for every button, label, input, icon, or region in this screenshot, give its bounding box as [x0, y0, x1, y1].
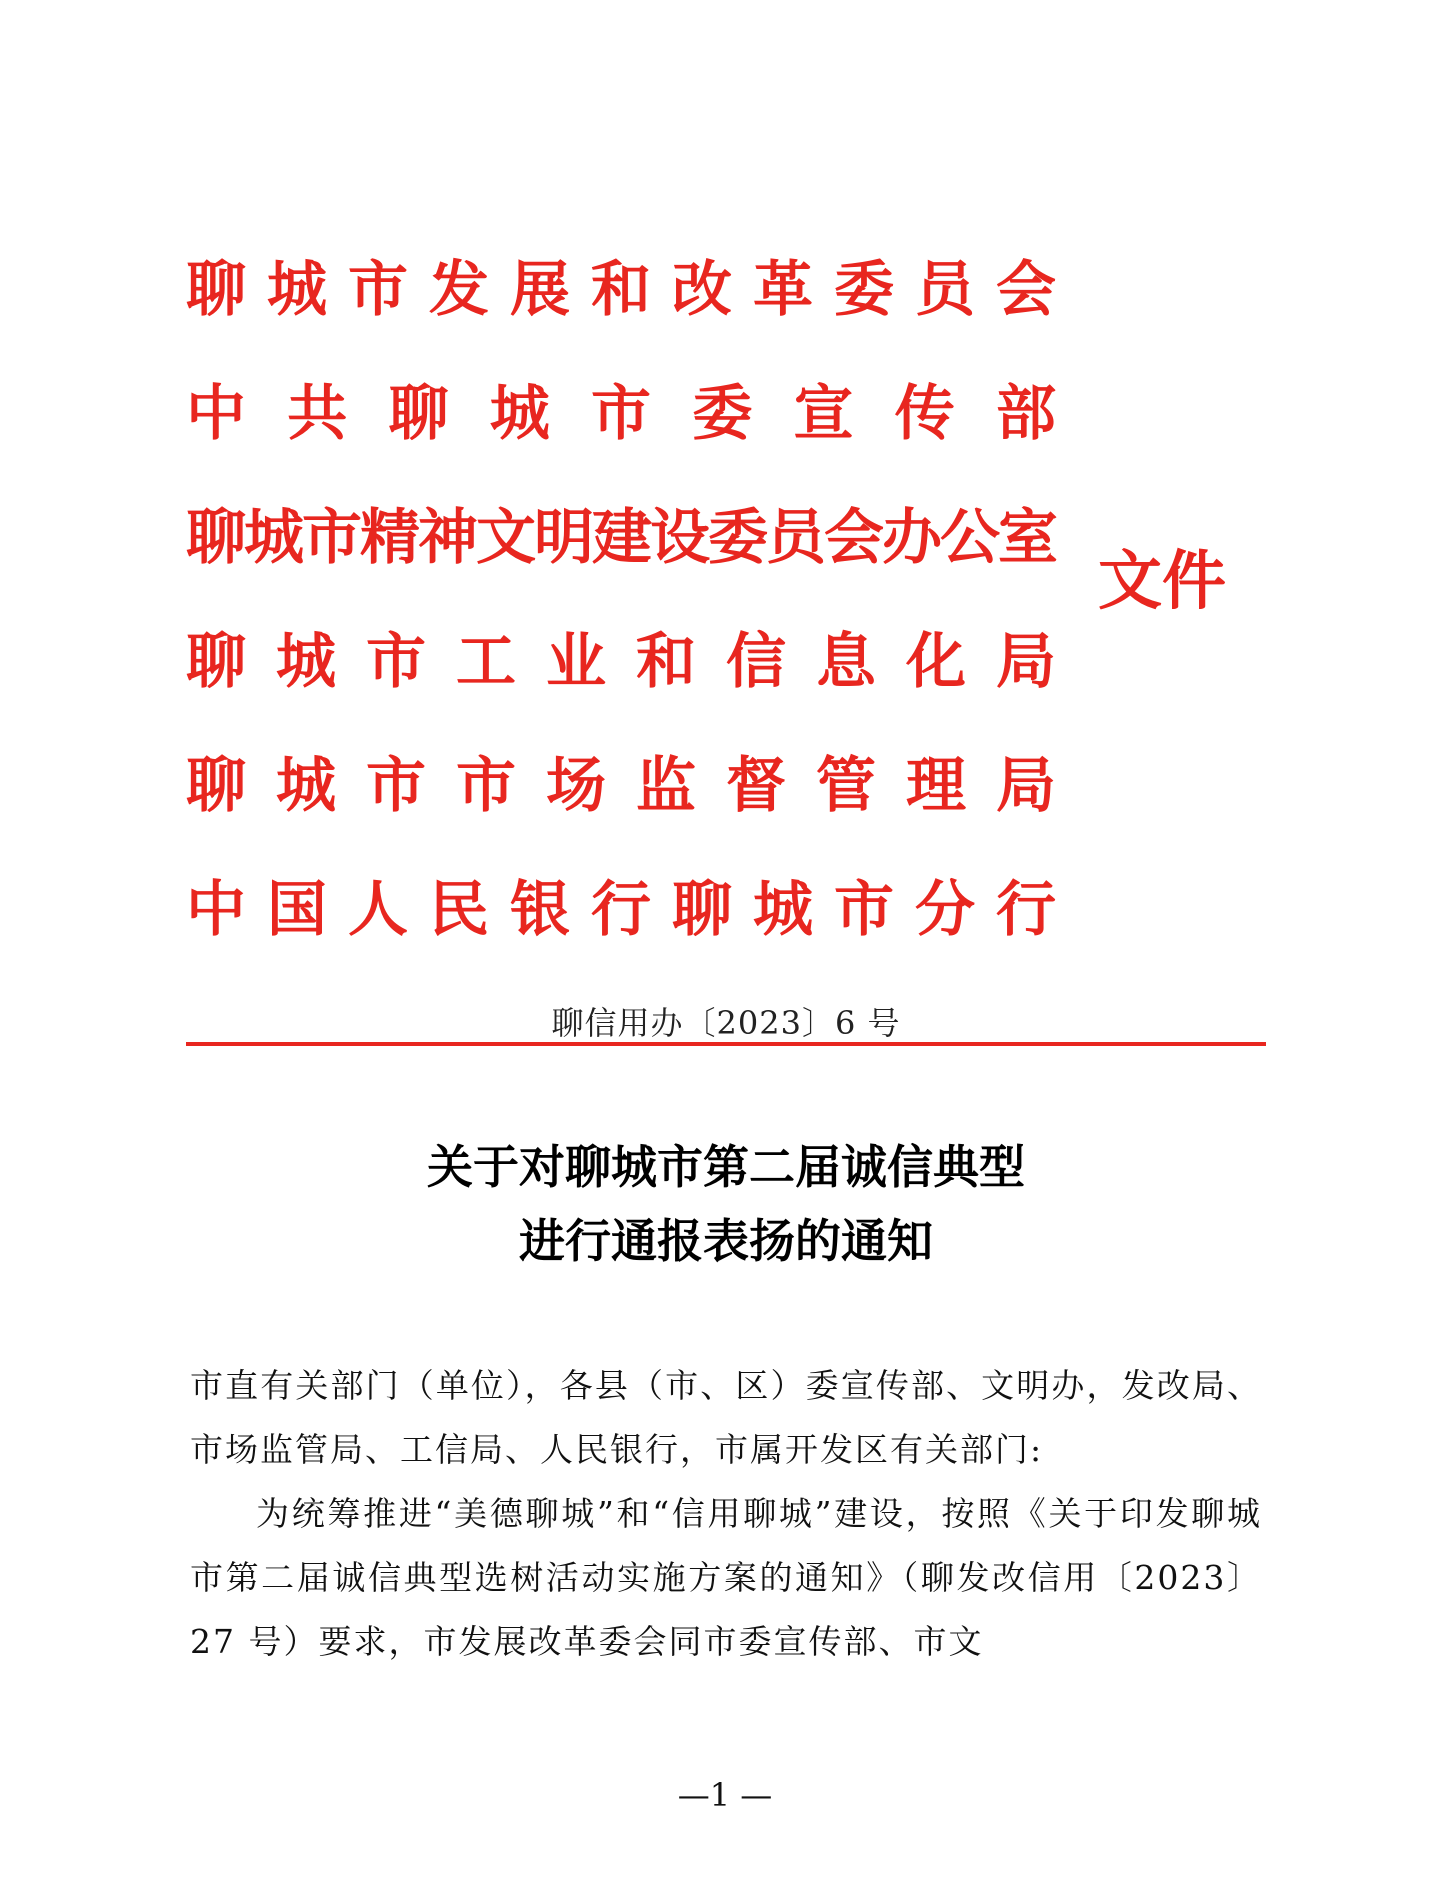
issuer-line: 聊城市市场监督管理局	[186, 751, 1056, 821]
file-label: 文件	[1098, 545, 1226, 619]
document-body	[190, 1354, 1262, 1674]
issuer-line: 聊城市工业和信息化局	[186, 627, 1056, 697]
issuer-line: 聊城市精神文明建设委员会办公室	[186, 503, 1056, 573]
page-number: —1 —	[677, 1776, 773, 1814]
addressee: 市直有关部门（单位），各县（市、区）委宣传部、文明办，发改局、市场监管局、工信局、人民银行，市属开发区有关部门:	[190, 1366, 1262, 1469]
document-number: 聊信用办〔2023〕6 号	[551, 1004, 901, 1042]
document-title	[186, 1130, 1266, 1278]
issuer-line: 中共聊城市委宣传部	[186, 379, 1056, 449]
issuer-line: 聊城市发展和改革委员会	[186, 255, 1056, 325]
issuer-line: 中国人民银行聊城市分行	[186, 875, 1056, 945]
red-divider	[186, 1042, 1266, 1046]
title-line-2: 进行通报表扬的通知	[519, 1214, 933, 1268]
title-line-1: 关于对聊城市第二届诚信典型	[427, 1140, 1025, 1194]
issuing-agencies	[186, 228, 1056, 972]
body-paragraph: 为统筹推进“美德聊城”和“信用聊城”建设，按照《关于印发聊城市第二届诚信典型选树活动实施方案的通知》（聊发改信用〔2023〕27 号）要求，市发展改革委会同市委宣传部、市文	[190, 1494, 1262, 1661]
